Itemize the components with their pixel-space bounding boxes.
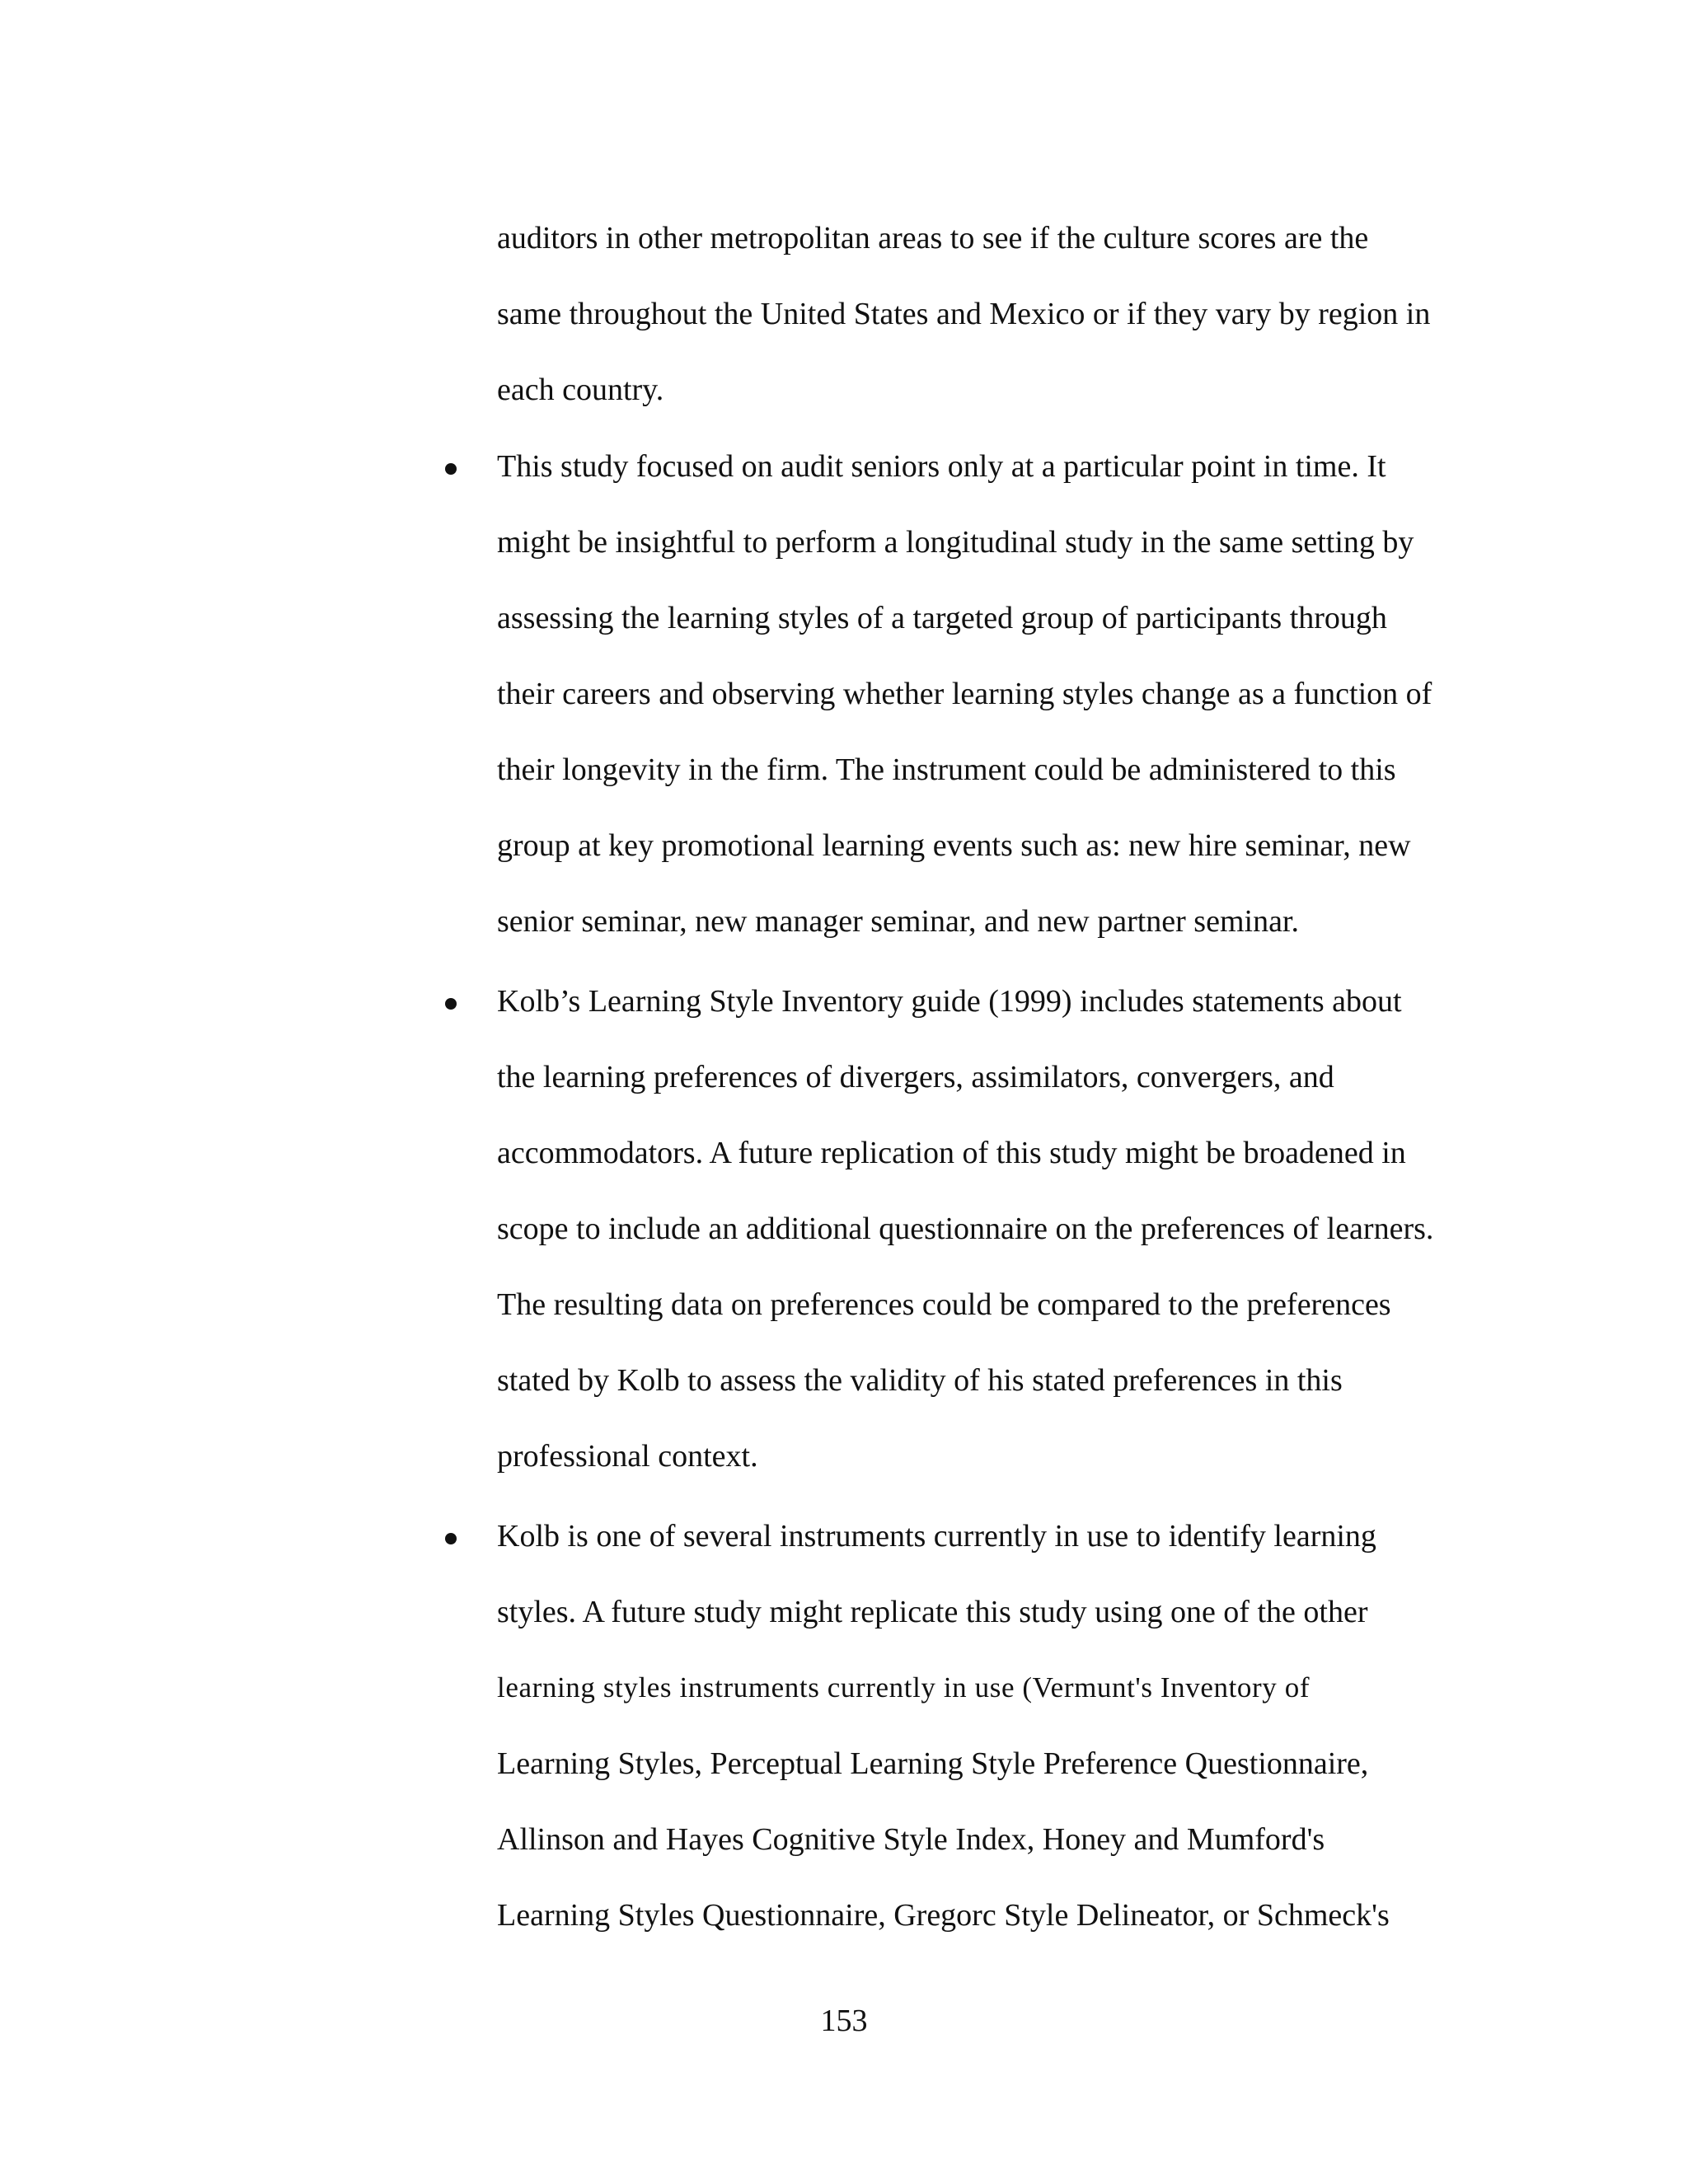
- text-line: same throughout the United States and Mexico or if they vary by region in: [497, 297, 1431, 331]
- text-line: their longevity in the firm. The instrument could be administered to this: [497, 752, 1396, 787]
- text-line: scope to include an additional questionnaire on the preferences of learners.: [497, 1212, 1434, 1246]
- text-line: stated by Kolb to assess the validity of his stated preferences in this: [497, 1363, 1343, 1398]
- text-line: the learning preferences of divergers, assimilators, convergers, and: [497, 1060, 1334, 1094]
- text-line: The resulting data on preferences could be compared to the preferences: [497, 1287, 1391, 1322]
- text-line: professional context.: [497, 1439, 758, 1474]
- text-line: senior seminar, new manager seminar, and new partner seminar.: [497, 904, 1299, 939]
- text-line: might be insightful to perform a longitudinal study in the same setting by: [497, 525, 1414, 560]
- text-line: Kolb’s Learning Style Inventory guide (1999) includes statements about: [497, 984, 1402, 1019]
- text-line: Learning Styles, Perceptual Learning Style Preference Questionnaire,: [497, 1746, 1369, 1781]
- bullet-marker: [445, 998, 457, 1010]
- text-line: learning styles instruments currently in use (Vermunt's Inventory of: [497, 1671, 1311, 1704]
- bullet-marker: [445, 463, 457, 475]
- text-line: styles. A future study might replicate this study using one of the other: [497, 1595, 1368, 1629]
- text-line: assessing the learning styles of a targeted group of participants through: [497, 601, 1387, 635]
- text-line: Learning Styles Questionnaire, Gregorc Style Delineator, or Schmeck's: [497, 1898, 1390, 1933]
- text-line: accommodators. A future replication of this study might be broadened in: [497, 1136, 1406, 1170]
- text-line: Allinson and Hayes Cognitive Style Index, Honey and Mumford's: [497, 1822, 1325, 1857]
- text-line: This study focused on audit seniors only at a particular point in time. It: [497, 449, 1386, 484]
- text-line: each country.: [497, 373, 664, 407]
- bullet-marker: [445, 1533, 457, 1544]
- text-line: their careers and observing whether learning styles change as a function of: [497, 677, 1432, 711]
- text-line: Kolb is one of several instruments currently in use to identify learning: [497, 1519, 1376, 1554]
- page-number: 153: [820, 2004, 868, 2038]
- text-line: auditors in other metropolitan areas to see if the culture scores are the: [497, 221, 1369, 255]
- text-line: group at key promotional learning events such as: new hire seminar, new: [497, 828, 1411, 863]
